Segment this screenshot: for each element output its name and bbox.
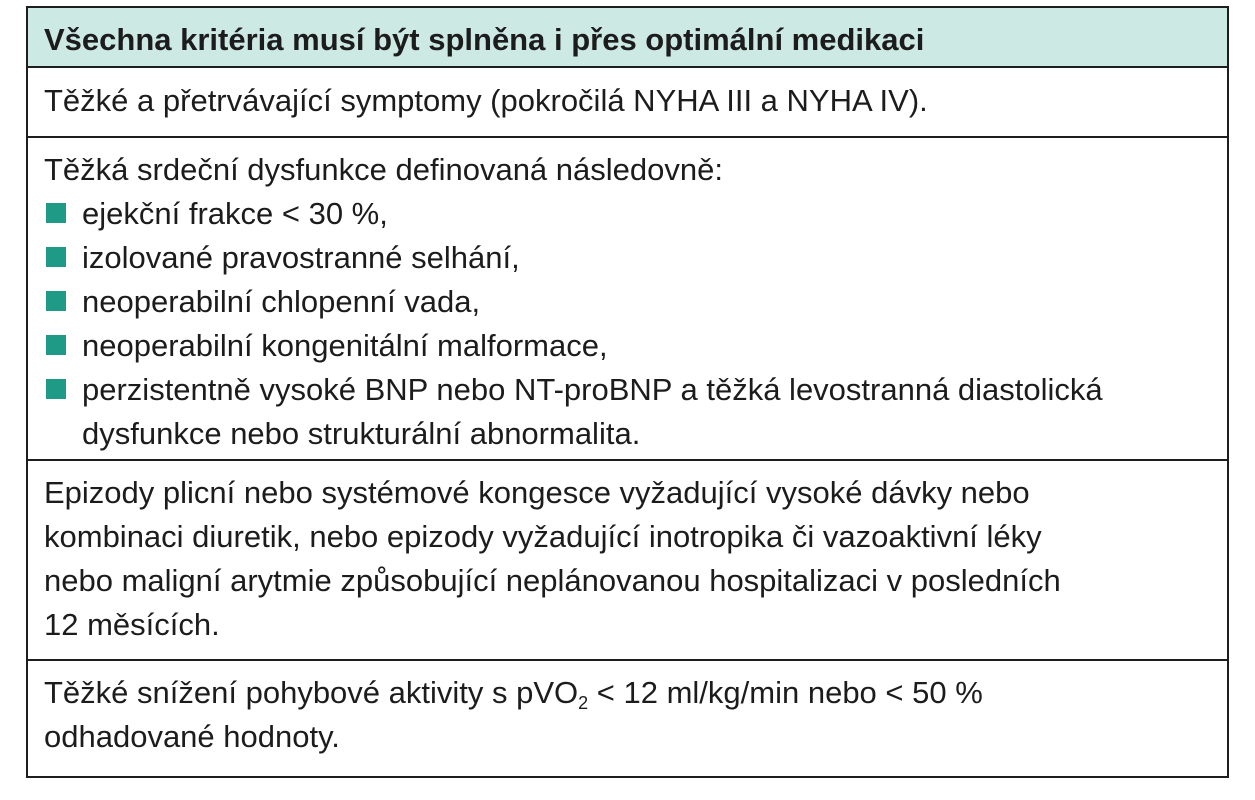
square-bullet-icon — [46, 291, 66, 311]
criterion-row-exercise — [28, 661, 1227, 776]
list-item-text: perzistentně vysoké BNP nebo NT-proBNP a těžká levostranná diastolická — [82, 372, 1103, 407]
criterion-text-part: Těžké snížení pohybové aktivity s pVO — [44, 675, 579, 710]
criterion-text: odhadované hodnoty. — [44, 719, 340, 754]
list-item-text: neoperabilní kongenitální malformace, — [82, 328, 608, 363]
criterion-text: nebo maligní arytmie způsobující neplánovanou hospitalizaci v posledních — [44, 563, 1061, 598]
subscript: 2 — [578, 693, 589, 713]
criterion-text: Epizody plicní nebo systémové kongesce vyžadující vysoké dávky nebo — [44, 475, 1030, 510]
list-item — [44, 236, 1211, 280]
list-item — [44, 368, 1211, 456]
list-item — [44, 324, 1211, 368]
table-header: Všechna kritéria musí být splněna i přes optimální medikaci — [28, 8, 1227, 68]
criterion-row-symptoms — [28, 68, 1227, 138]
square-bullet-icon — [46, 379, 66, 399]
list-item — [44, 280, 1211, 324]
list-item-text-continued: dysfunkce nebo strukturální abnormalita. — [82, 416, 641, 451]
criterion-text: 12 měsících. — [44, 607, 220, 642]
criterion-row-congestion — [28, 461, 1227, 661]
criterion-row-dysfunction — [28, 138, 1227, 461]
list-item-text: ejekční frakce < 30 %, — [82, 196, 388, 231]
list-item-text: neoperabilní chlopenní vada, — [82, 284, 481, 319]
list-item — [44, 192, 1211, 236]
criterion-text-part: < 12 ml/kg/min nebo < 50 % — [588, 675, 983, 710]
criterion-text — [44, 671, 1211, 715]
square-bullet-icon — [46, 335, 66, 355]
criteria-table — [26, 6, 1229, 778]
square-bullet-icon — [46, 247, 66, 267]
criterion-text: kombinaci diuretik, nebo epizody vyžadující inotropika či vazoaktivní léky — [44, 519, 1042, 554]
criterion-text: Těžké a přetrvávající symptomy (pokročilá NYHA III a NYHA IV). — [44, 83, 928, 118]
criterion-intro: Těžká srdeční dysfunkce definovaná následovně: — [44, 152, 723, 187]
square-bullet-icon — [46, 203, 66, 223]
list-item-text: izolované pravostranné selhání, — [82, 240, 520, 275]
